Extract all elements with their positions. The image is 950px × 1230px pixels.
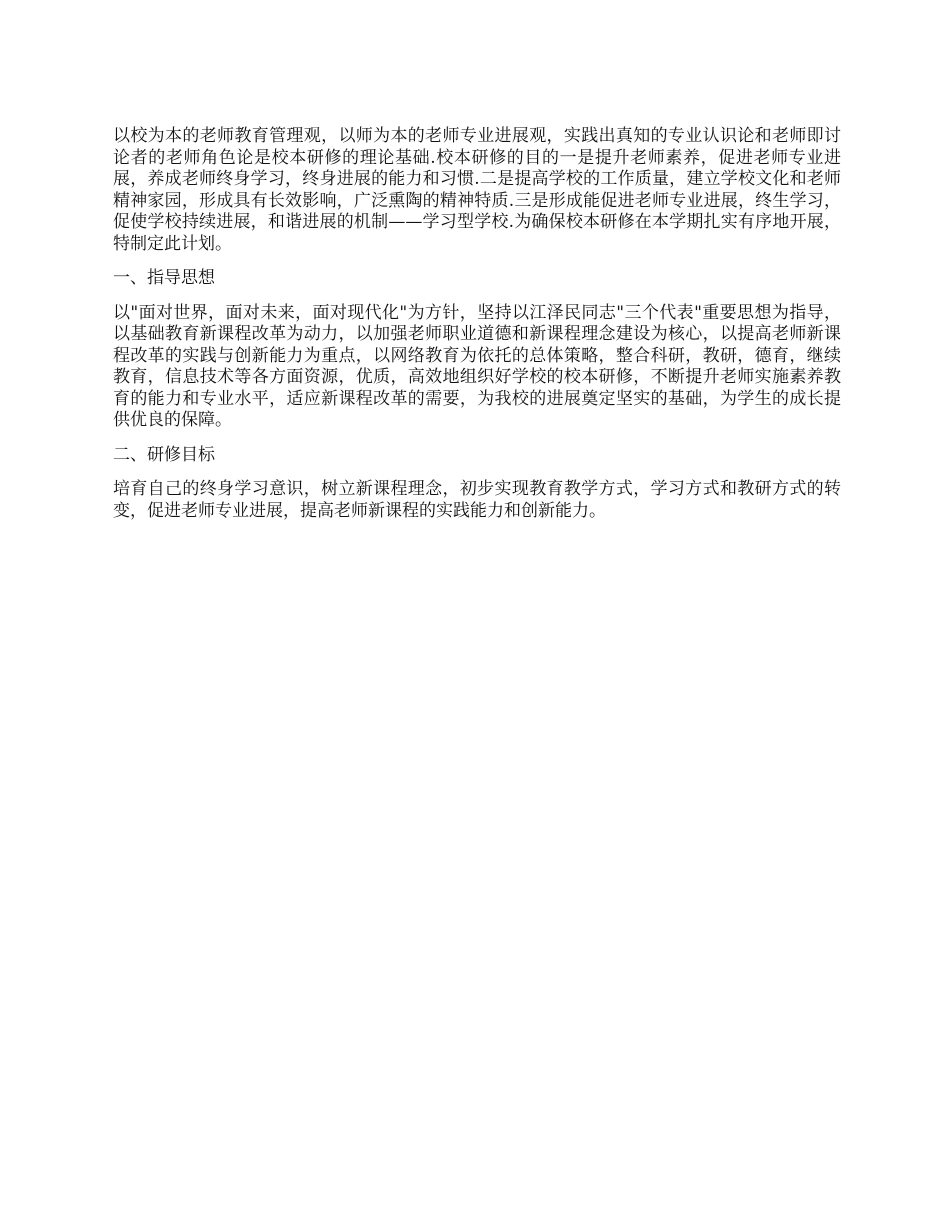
document-page <box>113 126 841 535</box>
intro-paragraph: 以校为本的老师教育管理观，以师为本的老师专业进展观，实践出真知的专业认识论和老师即讨论者的老师角色论是校本研修的理论基础.校本研修的目的一是提升老师素养，促进老师专业进展，养成老师终身学习，终身进展的能力和习惯.二是提高学校的工作质量，建立学校文化和老师精神家园，形成具有长效影响，广泛熏陶的精神特质.三是形成能促进老师专业进展，终生学习，促使学校持续进展，和谐进展的机制——学习型学校.为确保校本研修在本学期扎实有序地开展，特制定此计划。 <box>113 126 841 254</box>
section-heading-guiding-ideology: 一、指导思想 <box>113 268 215 288</box>
section-body-guiding-ideology: 以"面对世界，面对未来，面对现代化"为方针，坚持以江泽民同志"三个代表"重要思想为指导，以基础教育新课程改革为动力，以加强老师职业道德和新课程理念建设为核心，以提高老师新课程改革的实践与创新能力为重点，以网络教育为依托的总体策略，整合科研，教研，德育，继续教育，信息技术等各方面资源，优质，高效地组织好学校的校本研修，不断提升老师实施素养教育的能力和专业水平，适应新课程改革的需要，为我校的进展奠定坚实的基础，为学生的成长提供优良的保障。 <box>113 302 841 430</box>
section-heading-training-goals: 二、研修目标 <box>113 444 215 465</box>
section-body-training-goals: 培育自己的终身学习意识，树立新课程理念，初步实现教育教学方式，学习方式和教研方式的转变，促进老师专业进展，提高老师新课程的实践能力和创新能力。 <box>113 479 841 521</box>
